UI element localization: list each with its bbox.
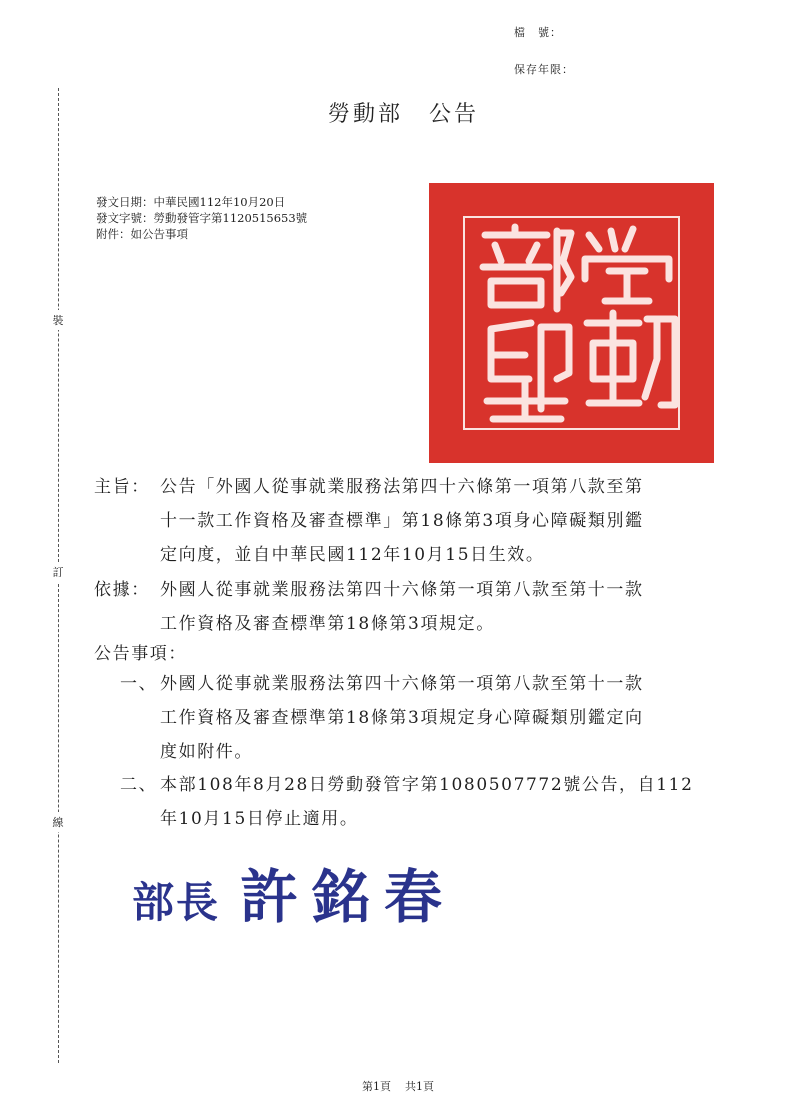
notice-item-2-marker: 二、	[120, 775, 158, 795]
document-type: 公告	[429, 102, 480, 127]
notice-item-1-line-1: 外國人從事就業服務法第四十六條第一項第八款至第十一款	[160, 674, 644, 694]
basis-line-2: 工作資格及審查標準第18條第3項規定。	[160, 614, 495, 634]
page-number: 第1頁	[362, 1080, 391, 1093]
subject-line-3: 定向度，並自中華民國112年10月15日生效。	[160, 545, 545, 565]
notice-item-1-line-3: 度如附件。	[160, 742, 253, 762]
subject-label: 主旨：	[94, 477, 150, 497]
seal-glyphs	[429, 183, 714, 463]
notice-heading: 公告事項：	[94, 644, 187, 664]
signature-title: 部長	[132, 878, 221, 927]
notice-item-1-line-2: 工作資格及審查標準第18條第3項規定身心障礙類別鑑定向	[160, 708, 644, 728]
notice-item-1-marker: 一、	[120, 674, 158, 694]
issue-date: 發文日期：中華民國112年10月20日	[96, 195, 286, 209]
subject-line-1: 公告「外國人從事就業服務法第四十六條第一項第八款至第	[160, 477, 644, 497]
page-footer	[362, 1078, 434, 1094]
subject-line-2: 十一款工作資格及審查標準」第18條第3項身心障礙類別鑑	[160, 511, 644, 531]
minister-signature	[132, 850, 456, 934]
attachment-note: 附件：如公告事項	[96, 227, 188, 241]
document-meta	[96, 194, 307, 242]
retention-period-label: 保存年限：	[514, 63, 574, 76]
binding-char-xian: 線	[51, 812, 65, 832]
document-reference: 發文字號：勞動發管字第1120515653號	[96, 211, 308, 225]
notice-item-2-line-1: 本部108年8月28日勞動發管字第1080507772號公告，自112	[160, 775, 694, 795]
official-seal	[429, 183, 714, 463]
signature-name: 許銘春	[240, 863, 457, 931]
binding-char-zhuang: 裝	[51, 310, 65, 330]
notice-item-2-line-2: 年10月15日停止適用。	[160, 809, 359, 829]
page-title	[328, 97, 479, 128]
issuing-agency: 勞動部	[328, 102, 404, 127]
page-total: 共1頁	[405, 1080, 434, 1093]
basis-label: 依據：	[94, 580, 150, 600]
basis-line-1: 外國人從事就業服務法第四十六條第一項第八款至第十一款	[160, 580, 644, 600]
binding-char-ding: 訂	[51, 562, 65, 582]
file-number-label: 檔 號：	[514, 26, 562, 39]
